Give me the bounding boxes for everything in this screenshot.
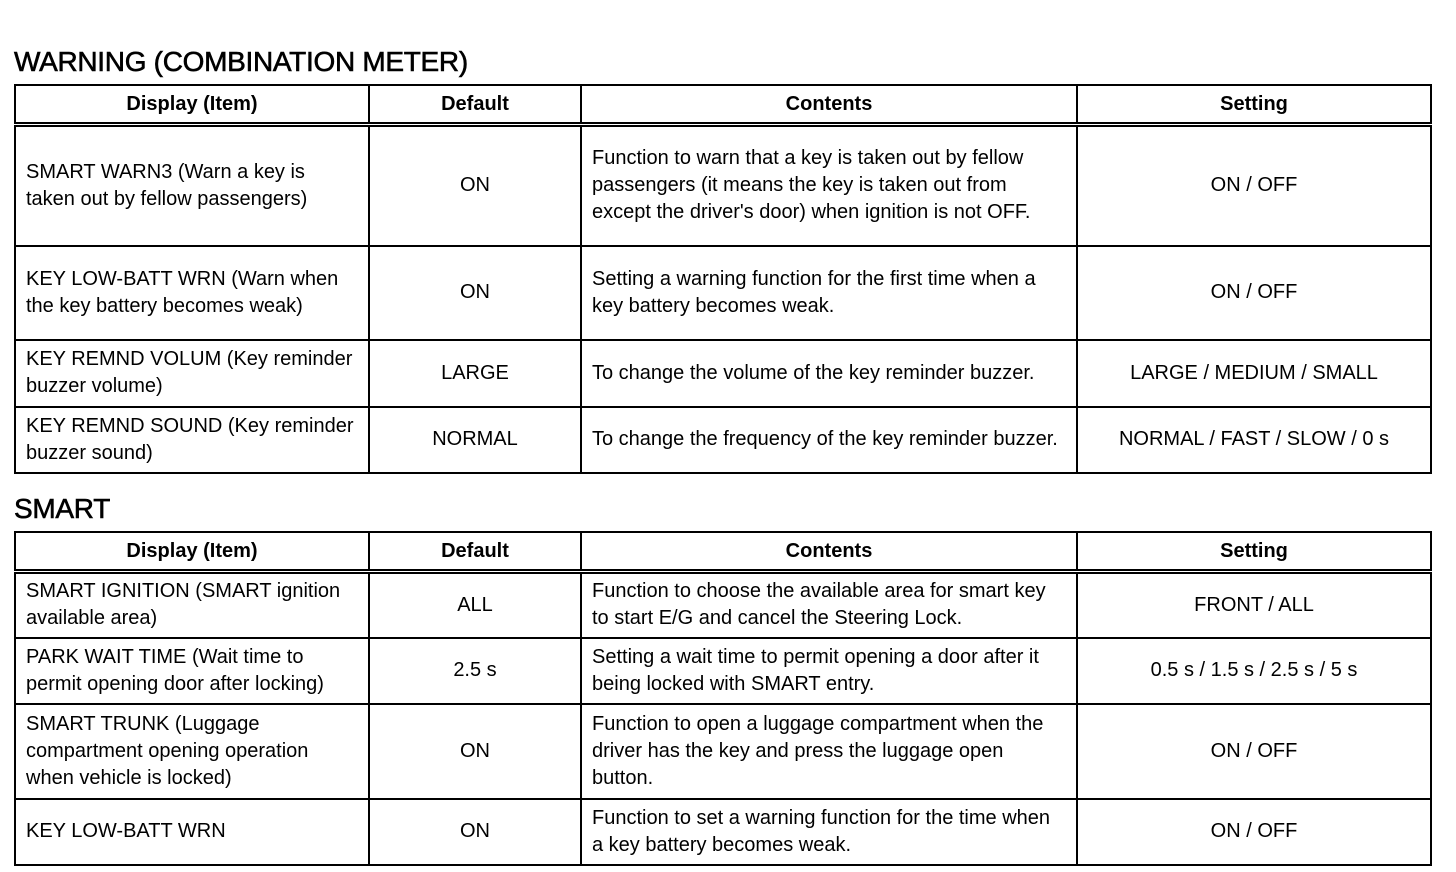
cell-display: SMART TRUNK (Luggage compartment opening operation when vehicle is locked): [15, 704, 369, 799]
section-title-smart: SMART: [14, 493, 110, 524]
cell-setting: LARGE / MEDIUM / SMALL: [1077, 340, 1431, 407]
table-row: [15, 125, 1431, 246]
cell-display: KEY LOW-BATT WRN: [15, 799, 369, 865]
cell-default: 2.5 s: [369, 638, 581, 704]
cell-display: KEY REMND VOLUM (Key reminder buzzer volume): [15, 340, 369, 407]
header-display: Display (Item): [15, 85, 369, 125]
cell-setting: ON / OFF: [1077, 799, 1431, 865]
header-setting: Setting: [1077, 532, 1431, 572]
cell-contents: Setting a warning function for the first time when a key battery becomes weak.: [581, 246, 1077, 340]
cell-setting: ON / OFF: [1077, 704, 1431, 799]
cell-contents: Function to open a luggage compartment when the driver has the key and press the luggage open button.: [581, 704, 1077, 799]
cell-contents: To change the volume of the key reminder buzzer.: [581, 340, 1077, 407]
cell-default: ON: [369, 704, 581, 799]
cell-contents: Function to choose the available area for smart key to start E/G and cancel the Steering Lock.: [581, 572, 1077, 638]
cell-default: LARGE: [369, 340, 581, 407]
header-default: Default: [369, 532, 581, 572]
cell-default: ON: [369, 799, 581, 865]
cell-display: PARK WAIT TIME (Wait time to permit opening door after locking): [15, 638, 369, 704]
cell-display: SMART IGNITION (SMART ignition available area): [15, 572, 369, 638]
cell-display: KEY LOW-BATT WRN (Warn when the key battery becomes weak): [15, 246, 369, 340]
warning-table: [14, 84, 1432, 474]
cell-setting: 0.5 s / 1.5 s / 2.5 s / 5 s: [1077, 638, 1431, 704]
cell-contents: Function to warn that a key is taken out by fellow passengers (it means the key is taken out from except the driver's door) when ignition is not OFF.: [581, 125, 1077, 246]
cell-setting: FRONT / ALL: [1077, 572, 1431, 638]
smart-table: [14, 531, 1432, 866]
header-contents: Contents: [581, 85, 1077, 125]
table-header-row: [15, 532, 1431, 572]
table-row: [15, 704, 1431, 799]
header-default: Default: [369, 85, 581, 125]
section-title-warning: WARNING (COMBINATION METER): [14, 46, 468, 77]
cell-setting: NORMAL / FAST / SLOW / 0 s: [1077, 407, 1431, 473]
cell-default: ON: [369, 125, 581, 246]
table-header-row: [15, 85, 1431, 125]
header-setting: Setting: [1077, 85, 1431, 125]
cell-default: ALL: [369, 572, 581, 638]
cell-default: NORMAL: [369, 407, 581, 473]
table-row: [15, 246, 1431, 340]
table-row: [15, 340, 1431, 407]
cell-display: KEY REMND SOUND (Key reminder buzzer sound): [15, 407, 369, 473]
header-display: Display (Item): [15, 532, 369, 572]
table-row: [15, 407, 1431, 473]
cell-contents: Function to set a warning function for the time when a key battery becomes weak.: [581, 799, 1077, 865]
table-row: [15, 799, 1431, 865]
cell-contents: Setting a wait time to permit opening a door after it being locked with SMART entry.: [581, 638, 1077, 704]
cell-display: SMART WARN3 (Warn a key is taken out by fellow passengers): [15, 125, 369, 246]
cell-setting: ON / OFF: [1077, 246, 1431, 340]
cell-default: ON: [369, 246, 581, 340]
header-contents: Contents: [581, 532, 1077, 572]
cell-contents: To change the frequency of the key reminder buzzer.: [581, 407, 1077, 473]
table-row: [15, 572, 1431, 638]
cell-setting: ON / OFF: [1077, 125, 1431, 246]
table-row: [15, 638, 1431, 704]
